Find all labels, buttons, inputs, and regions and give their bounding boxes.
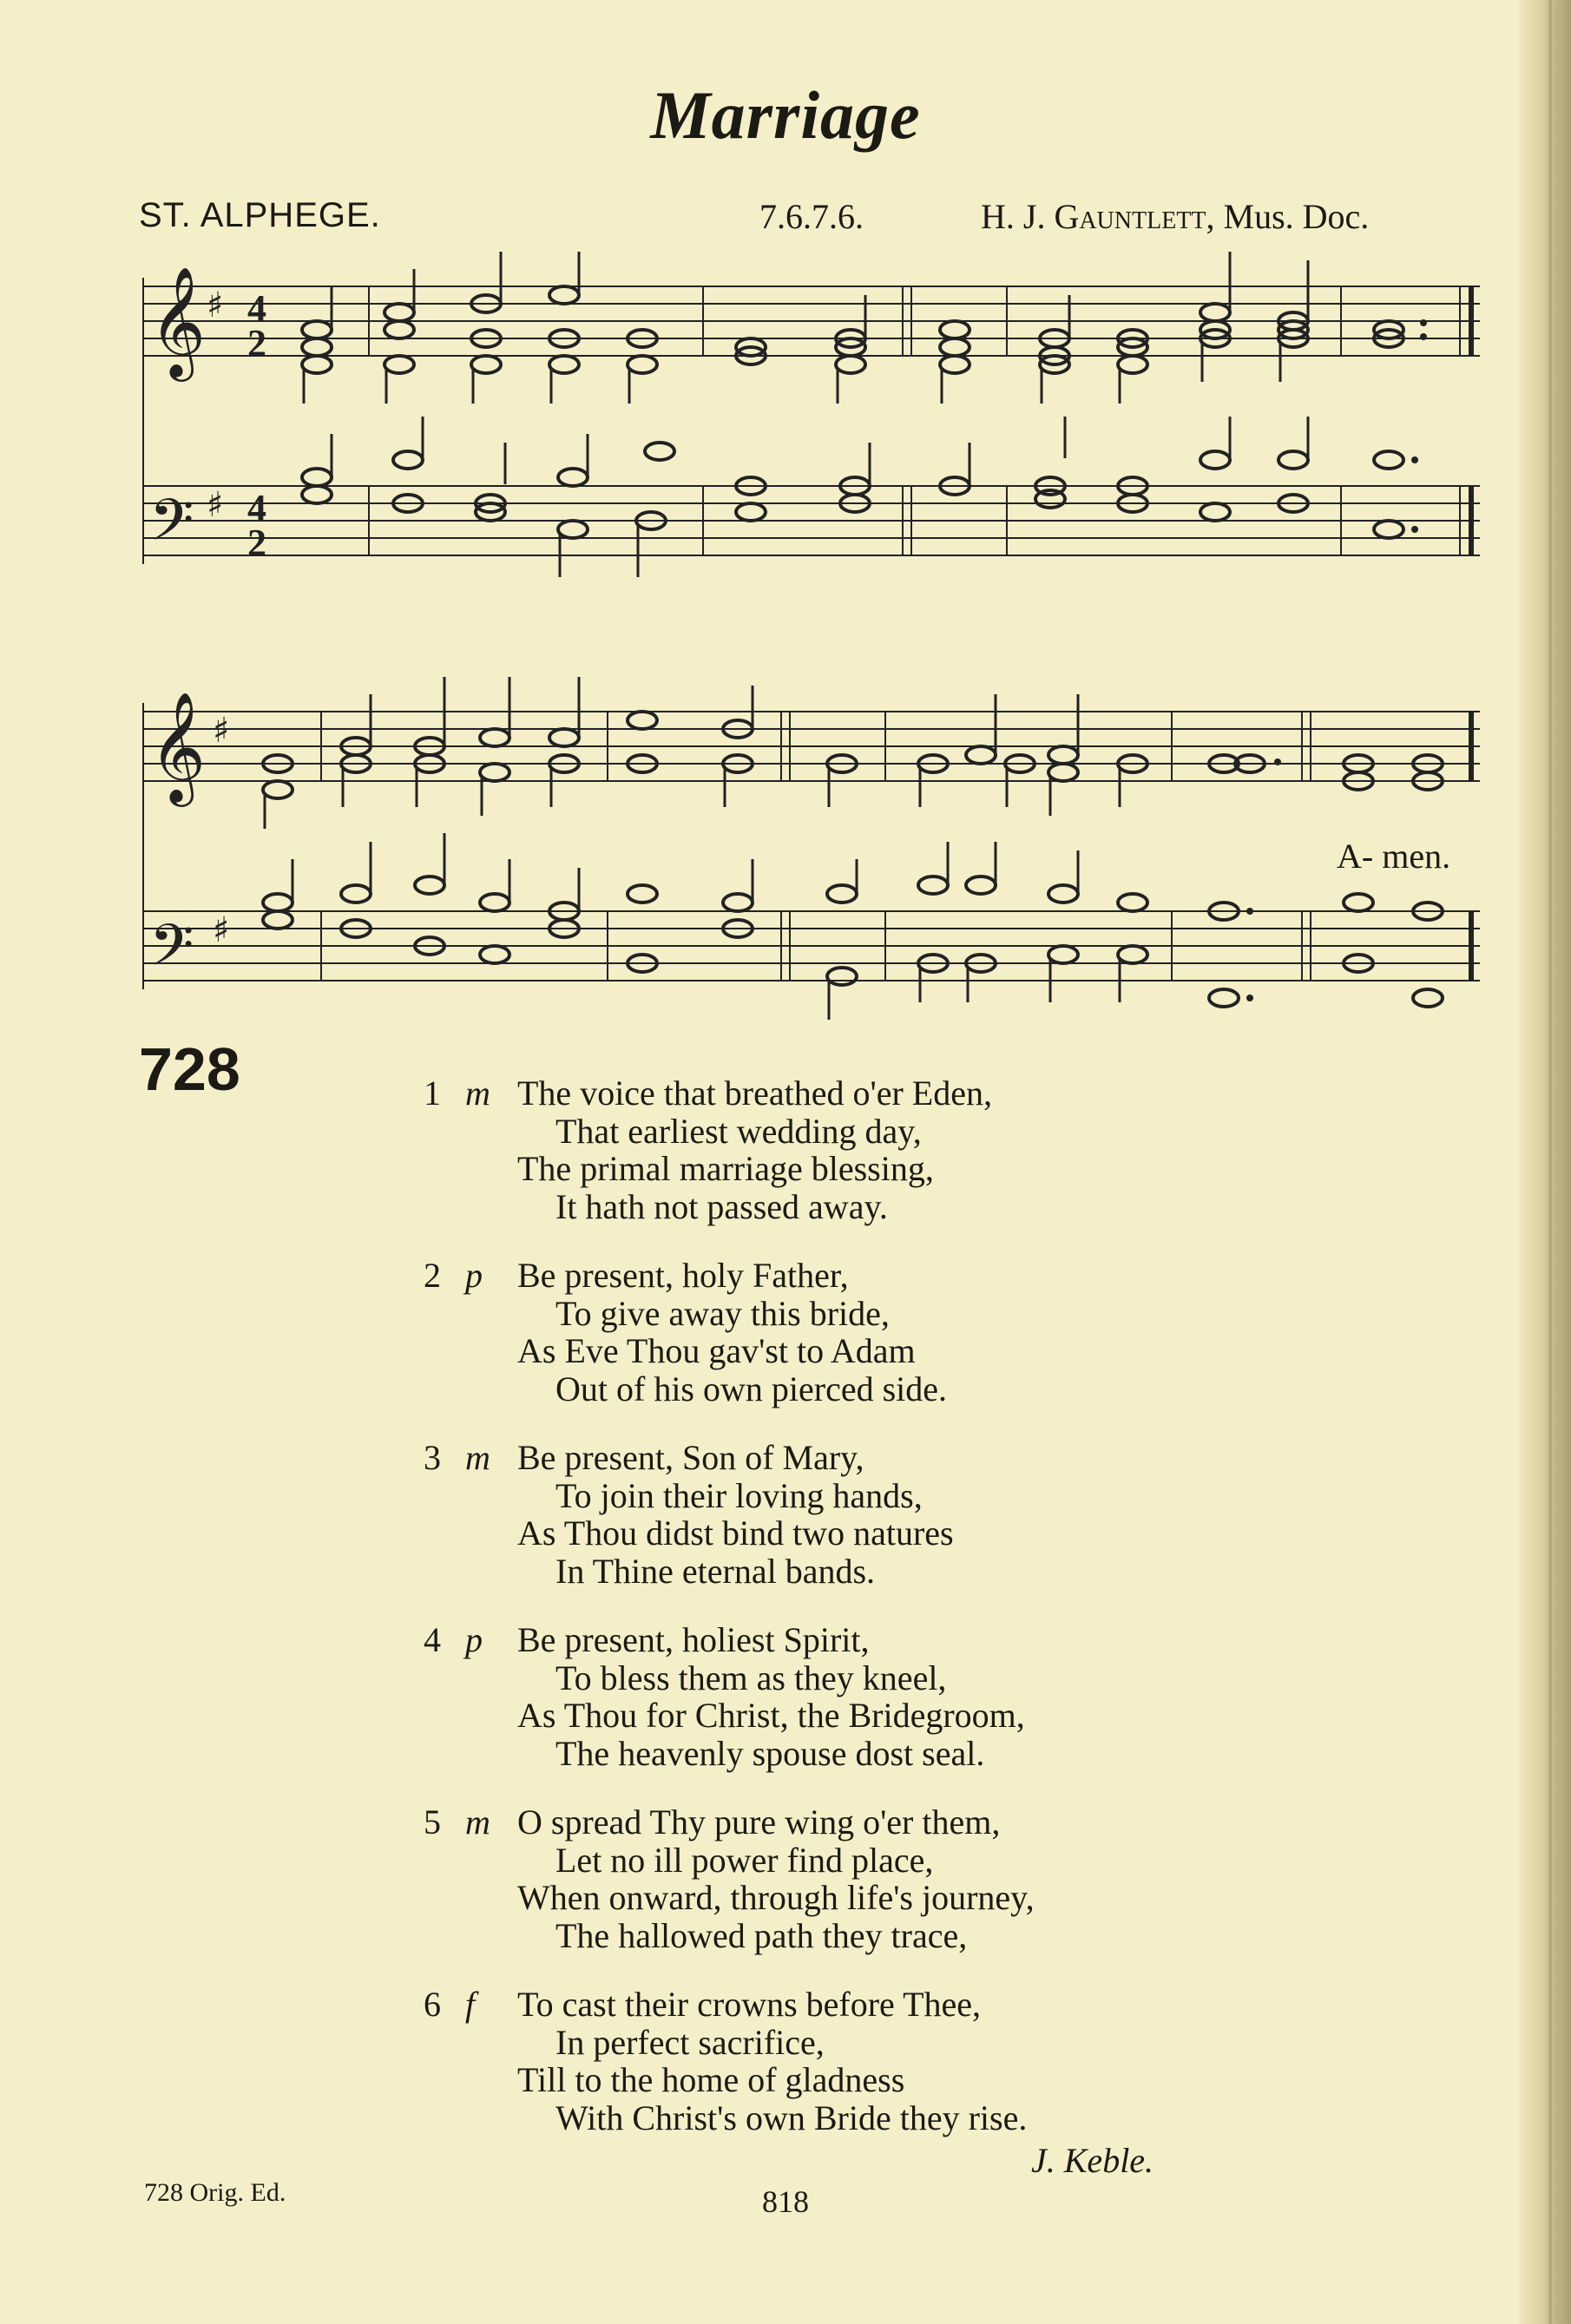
verse-line: Till to the home of gladness [517,2060,905,2099]
dynamic-mark: p [465,1620,483,1659]
verse-number: 2 [424,1256,441,1295]
composer-degree: Mus. Doc. [1223,197,1370,236]
verse-line: O spread Thy pure wing o'er them, [517,1802,1001,1841]
verse-1 [417,1074,1285,1225]
verse-line: To cast their crowns before Thee, [517,1985,982,2024]
tune-name: ST. ALPHEGE. [139,196,381,234]
verse-number: 1 [424,1073,441,1113]
verse-line: As Thou for Christ, the Bridegroom, [517,1696,1025,1735]
verse-line: As Thou didst bind two natures [517,1513,954,1553]
verse-number: 5 [424,1802,441,1841]
verse-line: The heavenly spouse dost seal. [555,1733,985,1773]
hymn-author: J. Keble. [1031,2141,1154,2180]
svg-text:2: 2 [247,522,266,564]
verse-2 [417,1257,1285,1408]
verse-line: In perfect sacrifice, [555,2022,825,2062]
verse-line: To bless them as they kneel, [555,1658,947,1697]
verse-line: Let no ill power find place, [555,1840,934,1880]
verse-line: To join their loving hands, [555,1475,923,1515]
svg-text:♯: ♯ [207,485,224,525]
hymn-verses [417,1074,1285,2168]
svg-text:2: 2 [247,322,266,364]
svg-text:♯: ♯ [213,711,230,751]
svg-text:𝄢: 𝄢 [149,912,194,993]
svg-text:𝄞: 𝄞 [149,266,207,377]
verse-line: With Christ's own Bride they rise. [555,2098,1028,2137]
tune-meter: 7.6.7.6. [759,197,864,236]
verse-line: It hath not passed away. [555,1186,888,1226]
svg-text:𝄢: 𝄢 [149,487,194,568]
verse-line: Be present, Son of Mary, [517,1438,864,1477]
svg-text:♯: ♯ [207,286,224,325]
dynamic-mark: f [465,1985,476,2024]
dynamic-mark: m [465,1438,490,1477]
music-system-2 [0,677,1571,1033]
svg-text:♯: ♯ [213,910,230,950]
composer-initials: H. J. [981,197,1046,236]
svg-text:4: 4 [247,487,266,529]
verse-line: In Thine eternal bands. [555,1551,876,1591]
dynamic-mark: m [465,1073,490,1113]
verse-line: The primal marriage blessing, [517,1149,934,1188]
verse-number: 3 [424,1438,441,1477]
verse-line: The hallowed path they trace, [555,1915,968,1955]
verse-5 [417,1803,1285,1954]
amen-label: A- men. [1337,837,1451,876]
music-system-1 [0,252,1571,599]
verse-line: To give away this bride, [555,1293,890,1333]
dynamic-mark: p [465,1256,483,1295]
composer-surname: Gauntlett, [1054,197,1215,236]
verse-line: When onward, through life's journey, [517,1878,1035,1917]
tune-composer [981,196,1369,237]
edition-note: 728 Orig. Ed. [144,2178,286,2207]
verse-6 [417,1986,1285,2137]
page-title: Marriage [650,77,921,153]
svg-text:𝄞: 𝄞 [149,691,207,802]
dynamic-mark: m [465,1802,490,1841]
verse-3 [417,1439,1285,1590]
hymn-number: 728 [139,1035,240,1103]
verse-line: Be present, holy Father, [517,1256,849,1295]
verse-4 [417,1621,1285,1772]
verse-line: Out of his own pierced side. [555,1369,948,1408]
page-number: 818 [762,2184,809,2219]
verse-line: The voice that breathed o'er Eden, [517,1073,992,1113]
verse-line: As Eve Thou gav'st to Adam [517,1331,916,1370]
verse-number: 6 [424,1985,441,2024]
verse-line: That earliest wedding day, [555,1111,922,1151]
svg-text:4: 4 [247,287,266,330]
verse-number: 4 [424,1620,441,1659]
verse-line: Be present, holiest Spirit, [517,1620,870,1659]
